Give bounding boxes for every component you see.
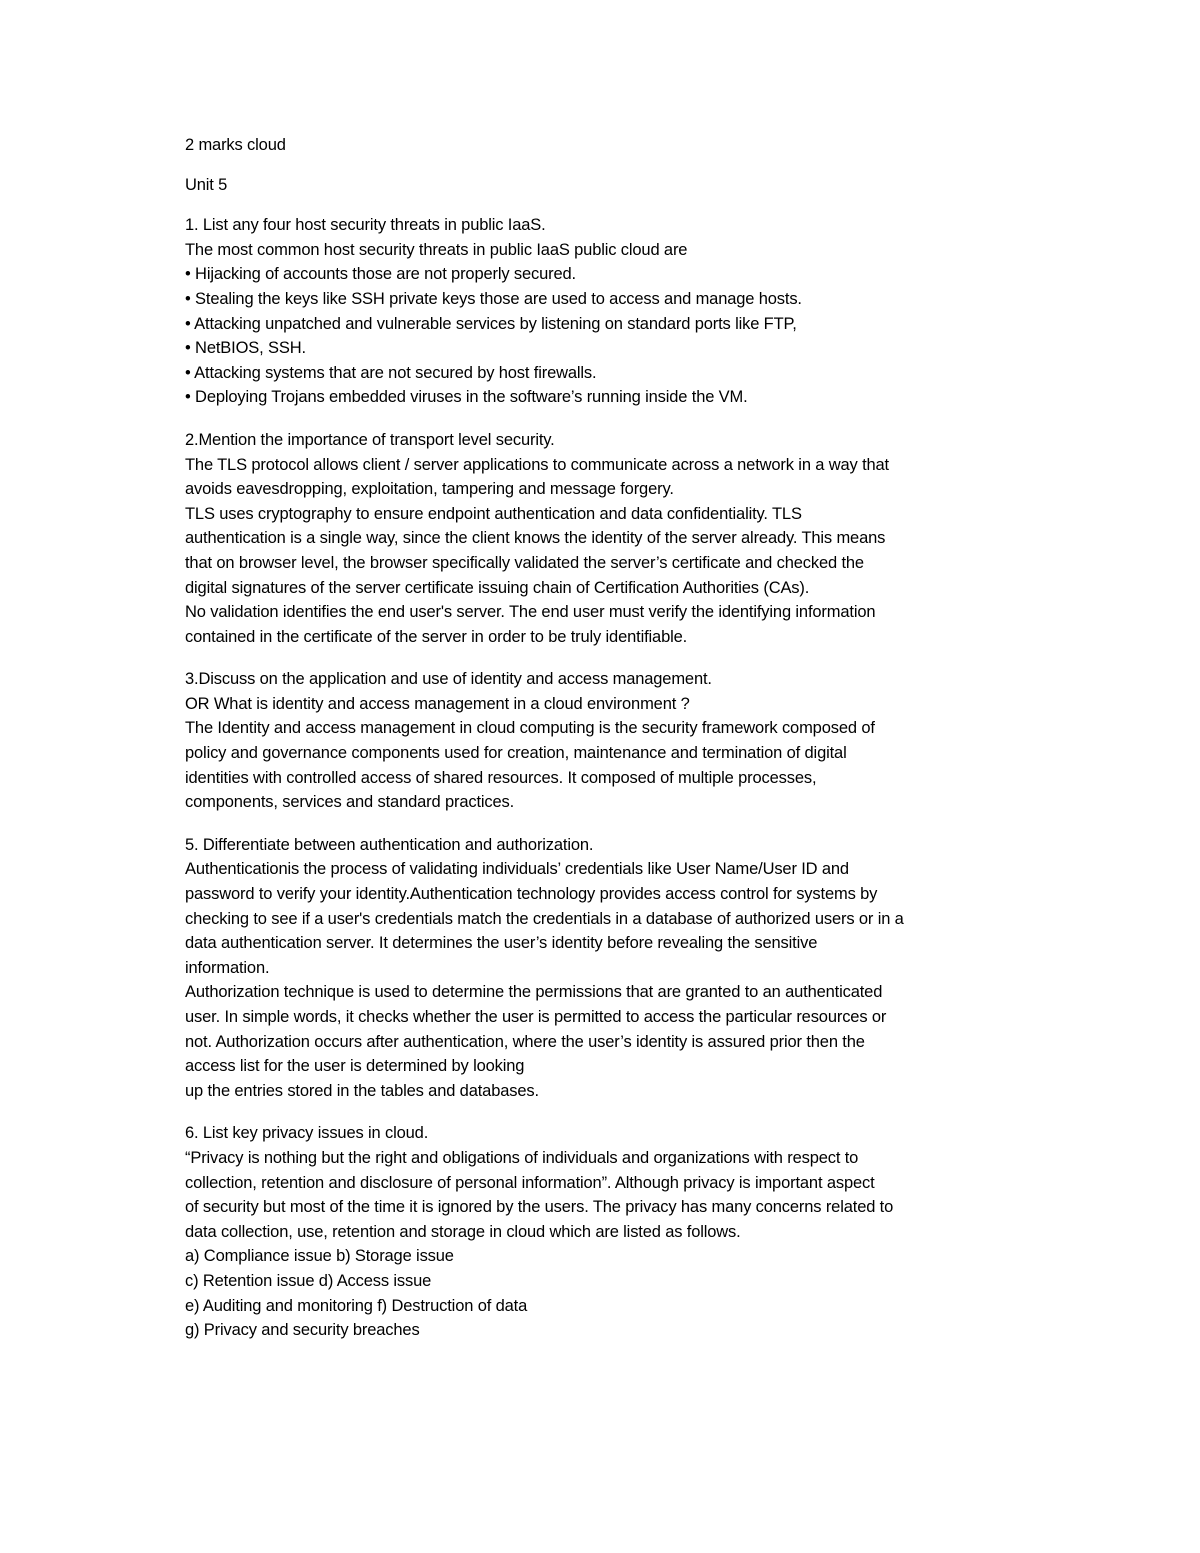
question-heading: 6. List key privacy issues in cloud. [185,1124,429,1143]
answer-line: checking to see if a user's credentials match the credentials in a database of authorized users or in a [185,909,904,928]
answer-line: g) Privacy and security breaches [185,1321,420,1340]
answer-line: that on browser level, the browser specifically validated the server’s certificate and checked the [185,553,864,572]
answer-line: components, services and standard practices. [185,793,515,812]
answer-line: not. Authorization occurs after authentication, where the user’s identity is assured prior then the [185,1032,865,1051]
question-heading: 1. List any four host security threats in public IaaS. [185,216,546,235]
answer-line: Authorization technique is used to determine the permissions that are granted to an authenticated [185,983,883,1002]
answer-line: authentication is a single way, since the client knows the identity of the server already. This means [185,529,886,548]
answer-line: • Attacking systems that are not secured by host firewalls. [185,363,597,382]
answer-line: collection, retention and disclosure of personal information”. Although privacy is important aspect [185,1173,875,1192]
answer-line: avoids eavesdropping, exploitation, tampering and message forgery. [185,480,674,499]
answer-line: up the entries stored in the tables and databases. [185,1081,539,1100]
answer-line: • Hijacking of accounts those are not properly secured. [185,265,576,284]
answer-line: The TLS protocol allows client / server applications to communicate across a network in a way that [185,455,889,474]
answer-line: Authenticationis the process of validating individuals’ credentials like User Name/User ID and [185,860,849,879]
answer-line: policy and governance components used for creation, maintenance and termination of digital [185,744,847,763]
answer-line: information. [185,958,270,977]
question-section [185,428,1015,649]
document-body [185,133,1015,1361]
answer-line: access list for the user is determined by looking [185,1057,525,1076]
answer-line: • NetBIOS, SSH. [185,339,306,358]
question-section [185,213,1015,410]
answer-line: OR What is identity and access management in a cloud environment ? [185,694,690,713]
question-section [185,667,1015,815]
question-heading: 2.Mention the importance of transport level security. [185,430,555,449]
answer-line: TLS uses cryptography to ensure endpoint authentication and data confidentiality. TLS [185,504,802,523]
question-heading: 3.Discuss on the application and use of identity and access management. [185,670,712,689]
answer-line: contained in the certificate of the server in order to be truly identifiable. [185,627,688,646]
document-title: 2 marks cloud [185,136,286,154]
answer-line: The most common host security threats in public IaaS public cloud are [185,240,688,259]
answer-line: digital signatures of the server certificate issuing chain of Certification Authorities (CAs). [185,578,810,597]
answer-line: of security but most of the time it is ignored by the users. The privacy has many concerns related to [185,1198,894,1217]
question-heading: 5. Differentiate between authentication and authorization. [185,835,594,854]
answer-line: c) Retention issue d) Access issue [185,1271,432,1290]
answer-line: The Identity and access management in cloud computing is the security framework composed of [185,719,875,738]
answer-line: data authentication server. It determines the user’s identity before revealing the sensitive [185,934,818,953]
answer-line: No validation identifies the end user's server. The end user must verify the identifying information [185,603,876,622]
answer-line: user. In simple words, it checks whether the user is permitted to access the particular resources or [185,1008,887,1026]
answer-line: “Privacy is nothing but the right and obligations of individuals and organizations with respect to [185,1148,859,1167]
unit-heading: Unit 5 [185,175,228,194]
question-section [185,1121,1015,1342]
answer-line: e) Auditing and monitoring f) Destruction of data [185,1296,528,1315]
answer-line: data collection, use, retention and storage in cloud which are listed as follows. [185,1222,741,1241]
sections-container [185,213,1015,1343]
answer-line: • Stealing the keys like SSH private keys those are used to access and manage hosts. [185,289,802,308]
question-section [185,833,1015,1104]
answer-line: password to verify your identity.Authentication technology provides access control for systems by [185,885,878,904]
answer-line: a) Compliance issue b) Storage issue [185,1247,454,1266]
answer-line: identities with controlled access of shared resources. It composed of multiple processes, [185,768,817,787]
answer-line: • Attacking unpatched and vulnerable services by listening on standard ports like FTP, [185,314,797,333]
answer-line: • Deploying Trojans embedded viruses in the software’s running inside the VM. [185,388,748,407]
